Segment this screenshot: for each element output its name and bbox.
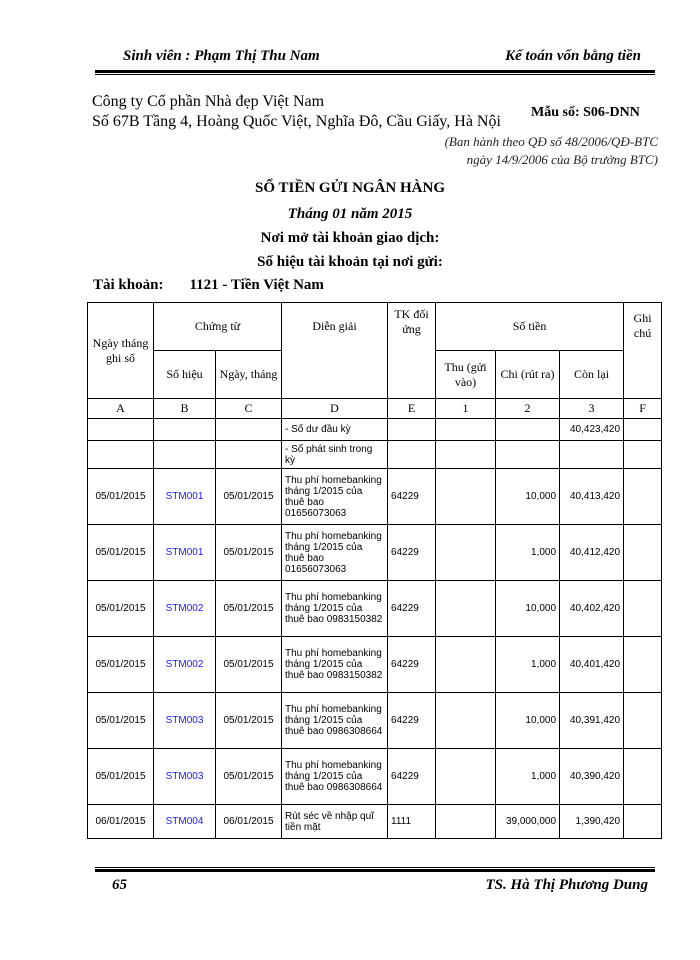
row-counter-account: 64229: [388, 637, 436, 693]
row-balance: 40,401,420: [560, 637, 624, 693]
row-date: 05/01/2015: [88, 693, 154, 749]
row-counter-account: 1111: [388, 805, 436, 839]
col-out: Chi (rút ra): [496, 351, 560, 399]
col-description: Diễn giải: [282, 303, 388, 399]
row-note: [624, 581, 662, 637]
col-code: 1: [436, 399, 496, 419]
opening-label: - Số dư đầu kỳ: [282, 419, 388, 441]
page-number: 65: [112, 877, 127, 893]
col-code: D: [282, 399, 388, 419]
opening-balance-row: [88, 419, 662, 441]
table-row: [88, 749, 662, 805]
row-note: [624, 469, 662, 525]
col-code: B: [154, 399, 216, 419]
row-counter-account: 64229: [388, 581, 436, 637]
page-header: [95, 44, 645, 66]
row-in: [436, 637, 496, 693]
form-code: Mẫu số: S06-DNN: [531, 105, 640, 120]
company-name: Công ty Cổ phần Nhà đẹp Việt Nam: [92, 93, 325, 110]
row-voucher-no: STM001: [154, 469, 216, 525]
row-balance: 40,412,420: [560, 525, 624, 581]
row-voucher-date: 05/01/2015: [216, 469, 282, 525]
row-note: [624, 693, 662, 749]
row-out: 10,000: [496, 469, 560, 525]
row-note: [624, 525, 662, 581]
row-description: Rút séc về nhập quĩ tiền mặt: [282, 805, 388, 839]
row-voucher-date: 05/01/2015: [216, 581, 282, 637]
place-label: Nơi mở tài khoản giao dịch:: [260, 230, 440, 246]
table-row: [88, 469, 662, 525]
row-date: 05/01/2015: [88, 637, 154, 693]
row-voucher-no: STM003: [154, 693, 216, 749]
row-description: Thu phí homebanking tháng 1/2015 của thuê bao 0983150382: [282, 637, 388, 693]
col-in: Thu (gửi vào): [436, 351, 496, 399]
issued-line-2: ngày 14/9/2006 của Bộ trưởng BTC): [466, 152, 658, 167]
row-note: [624, 749, 662, 805]
row-counter-account: 64229: [388, 749, 436, 805]
company-block: [92, 92, 501, 132]
row-note: [624, 637, 662, 693]
header-student: Sinh viên : Phạm Thị Thu Nam: [123, 48, 320, 64]
opening-balance: 40,423,420: [560, 419, 624, 441]
header-rule: [95, 70, 655, 73]
row-in: [436, 693, 496, 749]
row-in: [436, 525, 496, 581]
col-code: A: [88, 399, 154, 419]
issued-note: [445, 133, 658, 169]
row-date: 06/01/2015: [88, 805, 154, 839]
table-row: [88, 581, 662, 637]
col-code: C: [216, 399, 282, 419]
row-description: Thu phí homebanking tháng 1/2015 của thuê bao 01656073063: [282, 525, 388, 581]
period: Tháng 01 năm 2015: [287, 206, 413, 222]
row-counter-account: 64229: [388, 525, 436, 581]
col-voucher-no: Số hiệu: [154, 351, 216, 399]
row-description: Thu phí homebanking tháng 1/2015 của thuê bao 0983150382: [282, 581, 388, 637]
row-out: 1,000: [496, 637, 560, 693]
account-number-label: Số hiệu tài khoản tại nơi gửi:: [257, 254, 443, 270]
footer-rule: [95, 869, 655, 872]
row-date: 05/01/2015: [88, 525, 154, 581]
row-balance: 40,402,420: [560, 581, 624, 637]
row-voucher-date: 05/01/2015: [216, 525, 282, 581]
row-voucher-no: STM003: [154, 749, 216, 805]
row-date: 05/01/2015: [88, 749, 154, 805]
issued-line-1: (Ban hành theo QĐ số 48/2006/QĐ-BTC: [444, 134, 658, 149]
table-row: [88, 805, 662, 839]
col-voucher-date: Ngày, tháng: [216, 351, 282, 399]
row-out: 1,000: [496, 525, 560, 581]
header-subject: Kế toán vốn bằng tiền: [505, 48, 641, 64]
col-code: E: [388, 399, 436, 419]
row-voucher-no: STM002: [154, 637, 216, 693]
row-description: Thu phí homebanking tháng 1/2015 của thuê bao 01656073063: [282, 469, 388, 525]
document-title: SỔ TIỀN GỬI NGÂN HÀNG: [254, 180, 446, 196]
row-voucher-date: 06/01/2015: [216, 805, 282, 839]
row-counter-account: 64229: [388, 693, 436, 749]
account-value: 1121 - Tiền Việt Nam: [189, 277, 324, 293]
col-balance: Còn lại: [560, 351, 624, 399]
row-note: [624, 805, 662, 839]
col-date-recorded: Ngày tháng ghi sổ: [88, 303, 154, 399]
table-row: [88, 637, 662, 693]
row-description: Thu phí homebanking tháng 1/2015 của thuê bao 0986308664: [282, 749, 388, 805]
row-balance: 40,391,420: [560, 693, 624, 749]
col-code: 3: [560, 399, 624, 419]
row-balance: 1,390,420: [560, 805, 624, 839]
account-label: Tài khoản:: [93, 277, 164, 293]
col-code: 2: [496, 399, 560, 419]
row-in: [436, 805, 496, 839]
footer-author: TS. Hà Thị Phương Dung: [485, 877, 648, 893]
account-line: [93, 277, 350, 294]
header-rule-thin: [95, 74, 655, 75]
row-voucher-no: STM004: [154, 805, 216, 839]
table-row: [88, 525, 662, 581]
col-code: F: [624, 399, 662, 419]
row-description: Thu phí homebanking tháng 1/2015 của thuê bao 0986308664: [282, 693, 388, 749]
row-out: 1,000: [496, 749, 560, 805]
row-balance: 40,413,420: [560, 469, 624, 525]
col-counter-account: TK đối ứng: [388, 303, 436, 399]
ledger-table: [87, 302, 662, 839]
row-voucher-no: STM001: [154, 525, 216, 581]
row-in: [436, 469, 496, 525]
row-voucher-date: 05/01/2015: [216, 693, 282, 749]
row-out: 39,000,000: [496, 805, 560, 839]
row-out: 10,000: [496, 581, 560, 637]
col-note: Ghi chú: [624, 303, 662, 399]
row-voucher-date: 05/01/2015: [216, 749, 282, 805]
company-address: Số 67B Tầng 4, Hoàng Quốc Việt, Nghĩa Đô, Cầu Giấy, Hà Nội: [92, 113, 501, 130]
row-in: [436, 581, 496, 637]
row-date: 05/01/2015: [88, 469, 154, 525]
row-voucher-date: 05/01/2015: [216, 637, 282, 693]
row-counter-account: 64229: [388, 469, 436, 525]
row-in: [436, 749, 496, 805]
row-voucher-no: STM002: [154, 581, 216, 637]
footer-rule-thin: [95, 867, 655, 868]
col-voucher: Chứng từ: [154, 303, 282, 351]
col-amount: Số tiền: [436, 303, 624, 351]
row-out: 10,000: [496, 693, 560, 749]
row-balance: 40,390,420: [560, 749, 624, 805]
row-date: 05/01/2015: [88, 581, 154, 637]
table-row: [88, 693, 662, 749]
period-activity-row: [88, 441, 662, 469]
period-label: - Số phát sinh trong kỳ: [282, 441, 388, 469]
